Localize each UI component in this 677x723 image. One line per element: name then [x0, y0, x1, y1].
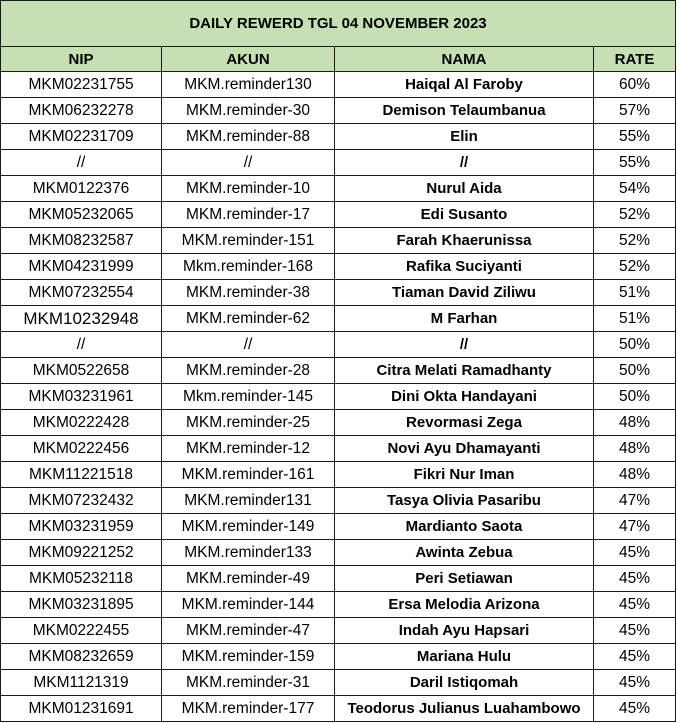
nama-cell: Tasya Olivia Pasaribu — [335, 488, 594, 514]
nip-cell: MKM02231755 — [1, 72, 162, 98]
akun-cell: MKM.reminder-159 — [162, 644, 335, 670]
akun-cell: MKM.reminder-49 — [162, 566, 335, 592]
table-row — [1, 176, 676, 202]
rate-cell: 45% — [594, 644, 676, 670]
nama-cell: Tiaman David Ziliwu — [335, 280, 594, 306]
akun-cell: MKM.reminder-88 — [162, 124, 335, 150]
rate-cell: 52% — [594, 228, 676, 254]
nama-cell: Citra Melati Ramadhanty — [335, 358, 594, 384]
table-row — [1, 436, 676, 462]
column-header-rate: RATE — [594, 47, 676, 72]
nama-cell: Rafika Suciyanti — [335, 254, 594, 280]
akun-cell: MKM.reminder133 — [162, 540, 335, 566]
akun-cell: MKM.reminder131 — [162, 488, 335, 514]
nip-cell: MKM11221518 — [1, 462, 162, 488]
akun-cell: MKM.reminder130 — [162, 72, 335, 98]
nip-cell: MKM07232554 — [1, 280, 162, 306]
rate-cell: 45% — [594, 618, 676, 644]
akun-cell: MKM.reminder-31 — [162, 670, 335, 696]
rate-cell: 54% — [594, 176, 676, 202]
table-row — [1, 670, 676, 696]
akun-cell: MKM.reminder-151 — [162, 228, 335, 254]
akun-cell: MKM.reminder-47 — [162, 618, 335, 644]
nip-cell: MKM05232118 — [1, 566, 162, 592]
akun-cell: MKM.reminder-25 — [162, 410, 335, 436]
table-title: DAILY REWERD TGL 04 NOVEMBER 2023 — [1, 1, 676, 47]
rate-cell: 57% — [594, 98, 676, 124]
nip-cell: MKM03231895 — [1, 592, 162, 618]
akun-cell: MKM.reminder-177 — [162, 696, 335, 722]
table-row — [1, 696, 676, 722]
akun-cell: // — [162, 332, 335, 358]
nip-cell: MKM04231999 — [1, 254, 162, 280]
table-row — [1, 124, 676, 150]
nip-cell: MKM05232065 — [1, 202, 162, 228]
table-row — [1, 202, 676, 228]
nama-cell: Teodorus Julianus Luahambowo — [335, 696, 594, 722]
nama-cell: Haiqal Al Faroby — [335, 72, 594, 98]
table-row — [1, 540, 676, 566]
akun-cell: Mkm.reminder-168 — [162, 254, 335, 280]
akun-cell: MKM.reminder-10 — [162, 176, 335, 202]
nama-cell: Peri Setiawan — [335, 566, 594, 592]
akun-cell: MKM.reminder-161 — [162, 462, 335, 488]
nip-cell: MKM0222456 — [1, 436, 162, 462]
table-row — [1, 306, 676, 332]
nama-cell: // — [335, 150, 594, 176]
table-row — [1, 514, 676, 540]
table-row — [1, 332, 676, 358]
rate-cell: 45% — [594, 592, 676, 618]
header-row — [1, 47, 676, 72]
rate-cell: 51% — [594, 280, 676, 306]
nama-cell: Mariana Hulu — [335, 644, 594, 670]
akun-cell: MKM.reminder-28 — [162, 358, 335, 384]
rate-cell: 45% — [594, 696, 676, 722]
table-row — [1, 618, 676, 644]
table-row — [1, 358, 676, 384]
rate-cell: 48% — [594, 436, 676, 462]
rate-cell: 50% — [594, 332, 676, 358]
nip-cell: MKM01231691 — [1, 696, 162, 722]
nip-cell: MKM03231961 — [1, 384, 162, 410]
table-row — [1, 644, 676, 670]
table-row — [1, 592, 676, 618]
nama-cell: Ersa Melodia Arizona — [335, 592, 594, 618]
column-header-nama: NAMA — [335, 47, 594, 72]
rate-cell: 48% — [594, 410, 676, 436]
nip-cell: MKM09221252 — [1, 540, 162, 566]
nip-cell: MKM07232432 — [1, 488, 162, 514]
nip-cell: MKM0222455 — [1, 618, 162, 644]
rate-cell: 52% — [594, 202, 676, 228]
table-row — [1, 98, 676, 124]
rate-cell: 55% — [594, 150, 676, 176]
rate-cell: 52% — [594, 254, 676, 280]
table-row — [1, 228, 676, 254]
table-row — [1, 566, 676, 592]
rate-cell: 47% — [594, 514, 676, 540]
rate-cell: 50% — [594, 358, 676, 384]
column-header-akun: AKUN — [162, 47, 335, 72]
akun-cell: MKM.reminder-30 — [162, 98, 335, 124]
table-row — [1, 488, 676, 514]
nip-cell: // — [1, 150, 162, 176]
nama-cell: Novi Ayu Dhamayanti — [335, 436, 594, 462]
nip-cell: MKM02231709 — [1, 124, 162, 150]
nama-cell: Elin — [335, 124, 594, 150]
nama-cell: Revormasi Zega — [335, 410, 594, 436]
nip-cell: MKM1121319 — [1, 670, 162, 696]
rate-cell: 50% — [594, 384, 676, 410]
akun-cell: MKM.reminder-62 — [162, 306, 335, 332]
nip-cell: MKM08232659 — [1, 644, 162, 670]
nama-cell: Indah Ayu Hapsari — [335, 618, 594, 644]
table-row — [1, 254, 676, 280]
rate-cell: 45% — [594, 566, 676, 592]
table-row — [1, 384, 676, 410]
rate-cell: 45% — [594, 670, 676, 696]
nip-cell: MKM0222428 — [1, 410, 162, 436]
column-header-nip: NIP — [1, 47, 162, 72]
nama-cell: Fikri Nur Iman — [335, 462, 594, 488]
akun-cell: // — [162, 150, 335, 176]
table-row — [1, 462, 676, 488]
akun-cell: MKM.reminder-12 — [162, 436, 335, 462]
nama-cell: Daril Istiqomah — [335, 670, 594, 696]
nama-cell: Dini Okta Handayani — [335, 384, 594, 410]
akun-cell: MKM.reminder-144 — [162, 592, 335, 618]
nip-cell: MKM06232278 — [1, 98, 162, 124]
nip-cell: MKM0122376 — [1, 176, 162, 202]
rate-cell: 48% — [594, 462, 676, 488]
nama-cell: Awinta Zebua — [335, 540, 594, 566]
nip-cell: MKM03231959 — [1, 514, 162, 540]
table-row — [1, 410, 676, 436]
nip-cell: // — [1, 332, 162, 358]
nama-cell: Farah Khaerunissa — [335, 228, 594, 254]
nama-cell: Mardianto Saota — [335, 514, 594, 540]
nip-cell: MKM10232948 — [1, 306, 162, 332]
nama-cell: M Farhan — [335, 306, 594, 332]
nama-cell: // — [335, 332, 594, 358]
nip-cell: MKM0522658 — [1, 358, 162, 384]
title-row — [1, 1, 676, 47]
table-row — [1, 280, 676, 306]
akun-cell: MKM.reminder-149 — [162, 514, 335, 540]
rate-cell: 51% — [594, 306, 676, 332]
rate-cell: 55% — [594, 124, 676, 150]
table-row — [1, 72, 676, 98]
nip-cell: MKM08232587 — [1, 228, 162, 254]
nama-cell: Edi Susanto — [335, 202, 594, 228]
table-row — [1, 150, 676, 176]
nama-cell: Demison Telaumbanua — [335, 98, 594, 124]
rate-cell: 47% — [594, 488, 676, 514]
akun-cell: Mkm.reminder-145 — [162, 384, 335, 410]
akun-cell: MKM.reminder-17 — [162, 202, 335, 228]
nama-cell: Nurul Aida — [335, 176, 594, 202]
akun-cell: MKM.reminder-38 — [162, 280, 335, 306]
rate-cell: 60% — [594, 72, 676, 98]
rate-cell: 45% — [594, 540, 676, 566]
